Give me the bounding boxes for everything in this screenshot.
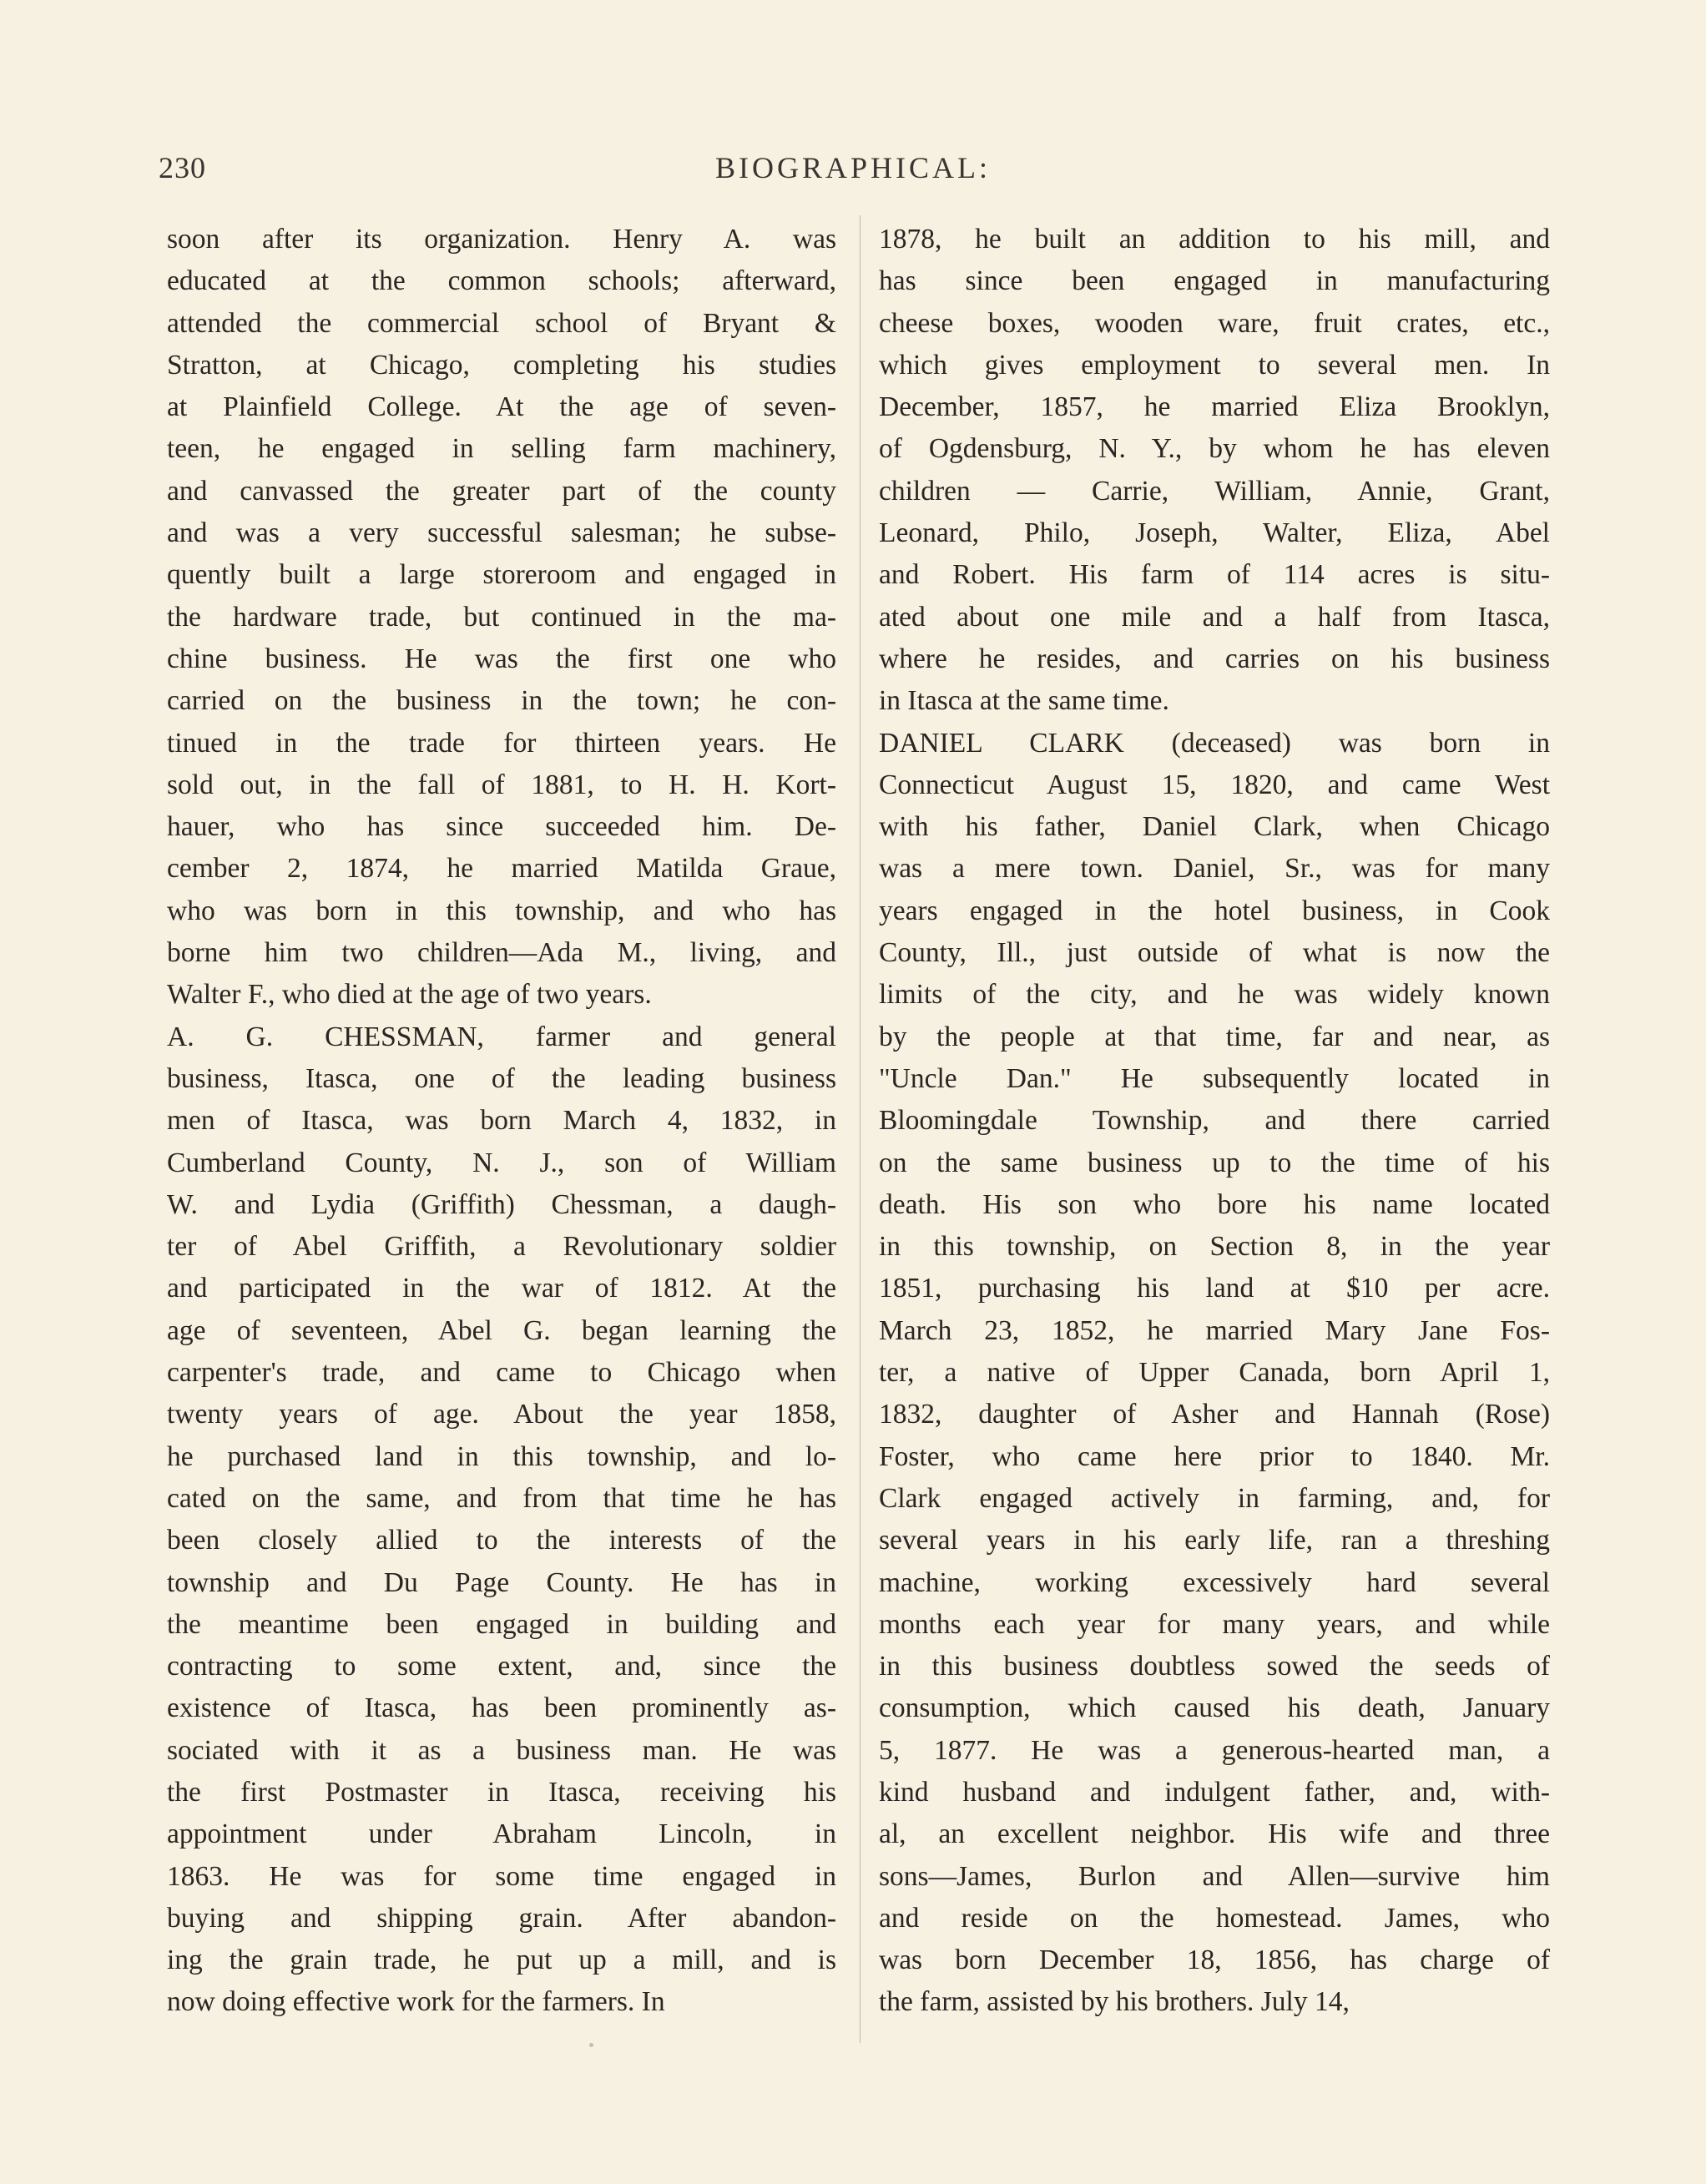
text-line: sons—James, Burlon and Allen—survive him [879, 1860, 1550, 1892]
text-line: educated at the common schools; afterward, [167, 265, 836, 297]
text-line: of Ogdensburg, N. Y., by whom he has eleven [879, 433, 1550, 465]
text-line: at Plainfield College. At the age of seven- [167, 391, 836, 423]
text-line: Bloomingdale Township, and there carried [879, 1105, 1550, 1137]
text-line: by the people at that time, far and near, as [879, 1021, 1550, 1052]
text-line: and canvassed the greater part of the county [167, 475, 836, 507]
text-line: Stratton, at Chicago, completing his studies [167, 349, 836, 381]
text-line: consumption, which caused his death, January [879, 1692, 1550, 1724]
text-line: in Itasca at the same time. [879, 685, 1169, 717]
text-line: sold out, in the fall of 1881, to H. H. Kort- [167, 769, 836, 800]
text-line: tinued in the trade for thirteen years. He [167, 727, 836, 759]
text-line: the farm, assisted by his brothers. July 14, [879, 1986, 1350, 2018]
text-line: in this business doubtless sowed the seeds of [879, 1651, 1550, 1682]
text-line: in this township, on Section 8, in the year [879, 1231, 1550, 1263]
text-line: limits of the city, and he was widely known [879, 979, 1550, 1011]
text-line: hauer, who has since succeeded him. De- [167, 811, 836, 843]
text-line: 1832, daughter of Asher and Hannah (Rose) [879, 1399, 1550, 1430]
column-divider [859, 215, 861, 2043]
text-line: the first Postmaster in Itasca, receiving his [167, 1776, 836, 1808]
text-line: appointment under Abraham Lincoln, in [167, 1818, 836, 1850]
text-line: which gives employment to several men. In [879, 349, 1550, 381]
text-line: the meantime been engaged in building and [167, 1608, 836, 1640]
text-line: months each year for many years, and while [879, 1608, 1550, 1640]
text-line: Cumberland County, N. J., son of William [167, 1147, 836, 1178]
text-line: Connecticut August 15, 1820, and came West [879, 769, 1550, 800]
text-line: A. G. CHESSMAN, farmer and general [167, 1021, 836, 1052]
text-line: and participated in the war of 1812. At the [167, 1273, 836, 1304]
text-line: County, Ill., just outside of what is now the [879, 937, 1550, 969]
text-line: W. and Lydia (Griffith) Chessman, a daugh- [167, 1188, 836, 1220]
text-line: age of seventeen, Abel G. began learning the [167, 1314, 836, 1346]
page-number: 230 [159, 151, 206, 184]
text-line: township and Du Page County. He has in [167, 1566, 836, 1598]
text-line: DANIEL CLARK (deceased) was born in [879, 727, 1550, 759]
text-line: al, an excellent neighbor. His wife and three [879, 1818, 1550, 1850]
text-line: 1851, purchasing his land at $10 per acre. [879, 1273, 1550, 1304]
text-line: where he resides, and carries on his business [879, 643, 1550, 674]
text-line: chine business. He was the first one who [167, 643, 836, 674]
running-head: BIOGRAPHICAL: [714, 151, 991, 184]
text-line: years engaged in the hotel business, in Cook [879, 895, 1550, 926]
text-line: soon after its organization. Henry A. was [167, 224, 836, 255]
text-line: 1878, he built an addition to his mill, and [879, 224, 1550, 255]
text-line: was born December 18, 1856, has charge of [879, 1944, 1550, 1976]
text-line: business, Itasca, one of the leading business [167, 1062, 836, 1094]
text-line: kind husband and indulgent father, and, with- [879, 1776, 1550, 1808]
text-line: ated about one mile and a half from Itasca, [879, 601, 1550, 633]
text-line: ter of Abel Griffith, a Revolutionary soldier [167, 1231, 836, 1263]
text-line: contracting to some extent, and, since the [167, 1651, 836, 1682]
text-line: borne him two children—Ada M., living, and [167, 937, 836, 969]
text-line: cheese boxes, wooden ware, fruit crates, etc., [879, 307, 1550, 339]
text-line: teen, he engaged in selling farm machinery, [167, 433, 836, 465]
text-line: with his father, Daniel Clark, when Chicago [879, 811, 1550, 843]
paper-speck [589, 2043, 593, 2047]
text-line: death. His son who bore his name located [879, 1188, 1550, 1220]
text-line: quently built a large storeroom and engaged in [167, 559, 836, 591]
text-line: he purchased land in this township, and lo- [167, 1440, 836, 1472]
text-line: and was a very successful salesman; he subse- [167, 517, 836, 549]
text-line: the hardware trade, but continued in the ma- [167, 601, 836, 633]
text-line: now doing effective work for the farmers. In [167, 1986, 665, 2018]
text-line: twenty years of age. About the year 1858, [167, 1399, 836, 1430]
text-line: was a mere town. Daniel, Sr., was for many [879, 853, 1550, 885]
text-line: attended the commercial school of Bryant & [167, 307, 836, 339]
text-line: existence of Itasca, has been prominently as- [167, 1692, 836, 1724]
text-line: ing the grain trade, he put up a mill, and is [167, 1944, 836, 1976]
text-line: sociated with it as a business man. He was [167, 1734, 836, 1766]
text-line: on the same business up to the time of his [879, 1147, 1550, 1178]
text-line: been closely allied to the interests of the [167, 1525, 836, 1556]
text-line: buying and shipping grain. After abandon- [167, 1902, 836, 1934]
text-line: and reside on the homestead. James, who [879, 1902, 1550, 1934]
text-line: cember 2, 1874, he married Matilda Graue, [167, 853, 836, 885]
text-line: "Uncle Dan." He subsequently located in [879, 1062, 1550, 1094]
text-line: 1863. He was for some time engaged in [167, 1860, 836, 1892]
text-line: machine, working excessively hard several [879, 1566, 1550, 1598]
text-line: and Robert. His farm of 114 acres is situ- [879, 559, 1550, 591]
text-line: carpenter's trade, and came to Chicago when [167, 1357, 836, 1389]
left-column [167, 219, 836, 2024]
text-line: 5, 1877. He was a generous-hearted man, a [879, 1734, 1550, 1766]
text-line: March 23, 1852, he married Mary Jane Fos- [879, 1314, 1550, 1346]
text-line: several years in his early life, ran a threshing [879, 1525, 1550, 1556]
text-line: cated on the same, and from that time he has [167, 1482, 836, 1514]
text-line: Foster, who came here prior to 1840. Mr. [879, 1440, 1550, 1472]
text-line: has since been engaged in manufacturing [879, 265, 1550, 297]
right-column [879, 219, 1550, 2024]
text-line: ter, a native of Upper Canada, born April 1, [879, 1357, 1550, 1389]
text-line: Clark engaged actively in farming, and, for [879, 1482, 1550, 1514]
text-line: Walter F., who died at the age of two years. [167, 979, 652, 1011]
text-line: carried on the business in the town; he con- [167, 685, 836, 717]
text-line: Leonard, Philo, Joseph, Walter, Eliza, Abel [879, 517, 1550, 549]
text-line: children — Carrie, William, Annie, Grant, [879, 475, 1550, 507]
text-line: December, 1857, he married Eliza Brooklyn, [879, 391, 1550, 423]
text-line: men of Itasca, was born March 4, 1832, in [167, 1105, 836, 1137]
text-line: who was born in this township, and who has [167, 895, 836, 926]
